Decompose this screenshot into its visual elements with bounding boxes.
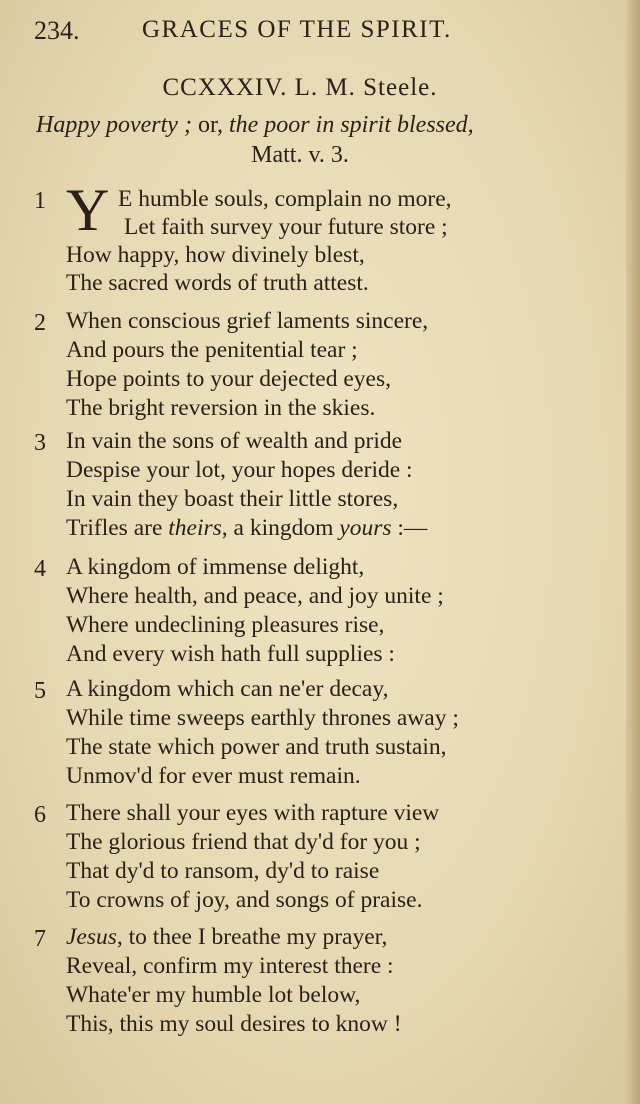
verse-line: Unmov'd for ever must remain. [66,763,361,789]
page-number: 234. [34,16,80,45]
page-header [30,14,510,50]
scripture-reference: Matt. v. 3. [251,142,349,168]
verse-text: , to thee I breathe my prayer, [116,924,388,950]
page-edge [626,0,640,1104]
hymn-heading: CCXXXIV. L. M. Steele. [162,74,438,101]
verse-line: When conscious grief laments sincere, [66,308,429,334]
verse-line: To crowns of joy, and songs of praise. [66,887,423,913]
verse-line: That dy'd to ransom, dy'd to raise [66,858,380,884]
verse-text: , a kingdom [221,515,340,541]
verse-line: The glorious friend that dy'd for you ; [66,829,421,855]
verse-line: A kingdom of immense delight, [66,554,365,580]
verse-italic: Jesus [66,924,117,950]
stanza-number: 1 [34,188,46,214]
verse-line [66,924,387,951]
verse-line: In vain the sons of wealth and pride [66,428,403,454]
running-title: GRACES OF THE SPIRIT. [142,16,452,43]
verse-line: In vain they boast their little stores, [66,486,399,512]
verse-line: The sacred words of truth attest. [66,270,369,296]
stanza-number: 5 [34,678,46,704]
verse-line: A kingdom which can ne'er decay, [66,676,389,702]
verse-italic: theirs [168,515,222,541]
verse-line: And every wish hath full supplies : [66,641,395,667]
stanza-number: 6 [34,802,46,828]
subtitle-part1: Happy poverty ; [36,112,192,138]
subtitle-or: or, [191,112,229,138]
stanza-number: 7 [34,926,46,952]
verse-italic: yours [339,515,392,541]
stanza-number: 4 [34,556,46,582]
verse-line: Where health, and peace, and joy unite ; [66,583,444,609]
verse-line: The bright reversion in the skies. [66,395,376,421]
verse-line: E humble souls, complain no more, [118,186,452,212]
verse-line: Whate'er my humble lot below, [66,982,361,1008]
verse-text: Trifles are [66,515,169,541]
verse-line: How happy, how divinely blest, [66,242,365,268]
verse-line [66,515,427,542]
hymn-subtitle [36,112,596,139]
verse-line: The state which power and truth sustain, [66,734,447,760]
verse-line: Despise your lot, your hopes deride : [66,457,413,483]
drop-cap: Y [66,177,110,243]
verse-line: While time sweeps earthly thrones away ; [66,705,459,731]
verse-text: :— [391,515,428,541]
verse-line: Let faith survey your future store ; [124,214,448,240]
verse-line: Reveal, confirm my interest there : [66,953,394,979]
verse-line: Where undeclining pleasures rise, [66,612,385,638]
stanza-number: 2 [34,310,46,336]
verse-line: And pours the penitential tear ; [66,337,358,363]
verse-line: Hope points to your dejected eyes, [66,366,391,392]
subtitle-part2: the poor in spirit blessed, [228,112,474,138]
stanza-number: 3 [34,430,46,456]
verse-line: This, this my soul desires to know ! [66,1011,402,1037]
verse-line: There shall your eyes with rapture view [66,800,440,826]
